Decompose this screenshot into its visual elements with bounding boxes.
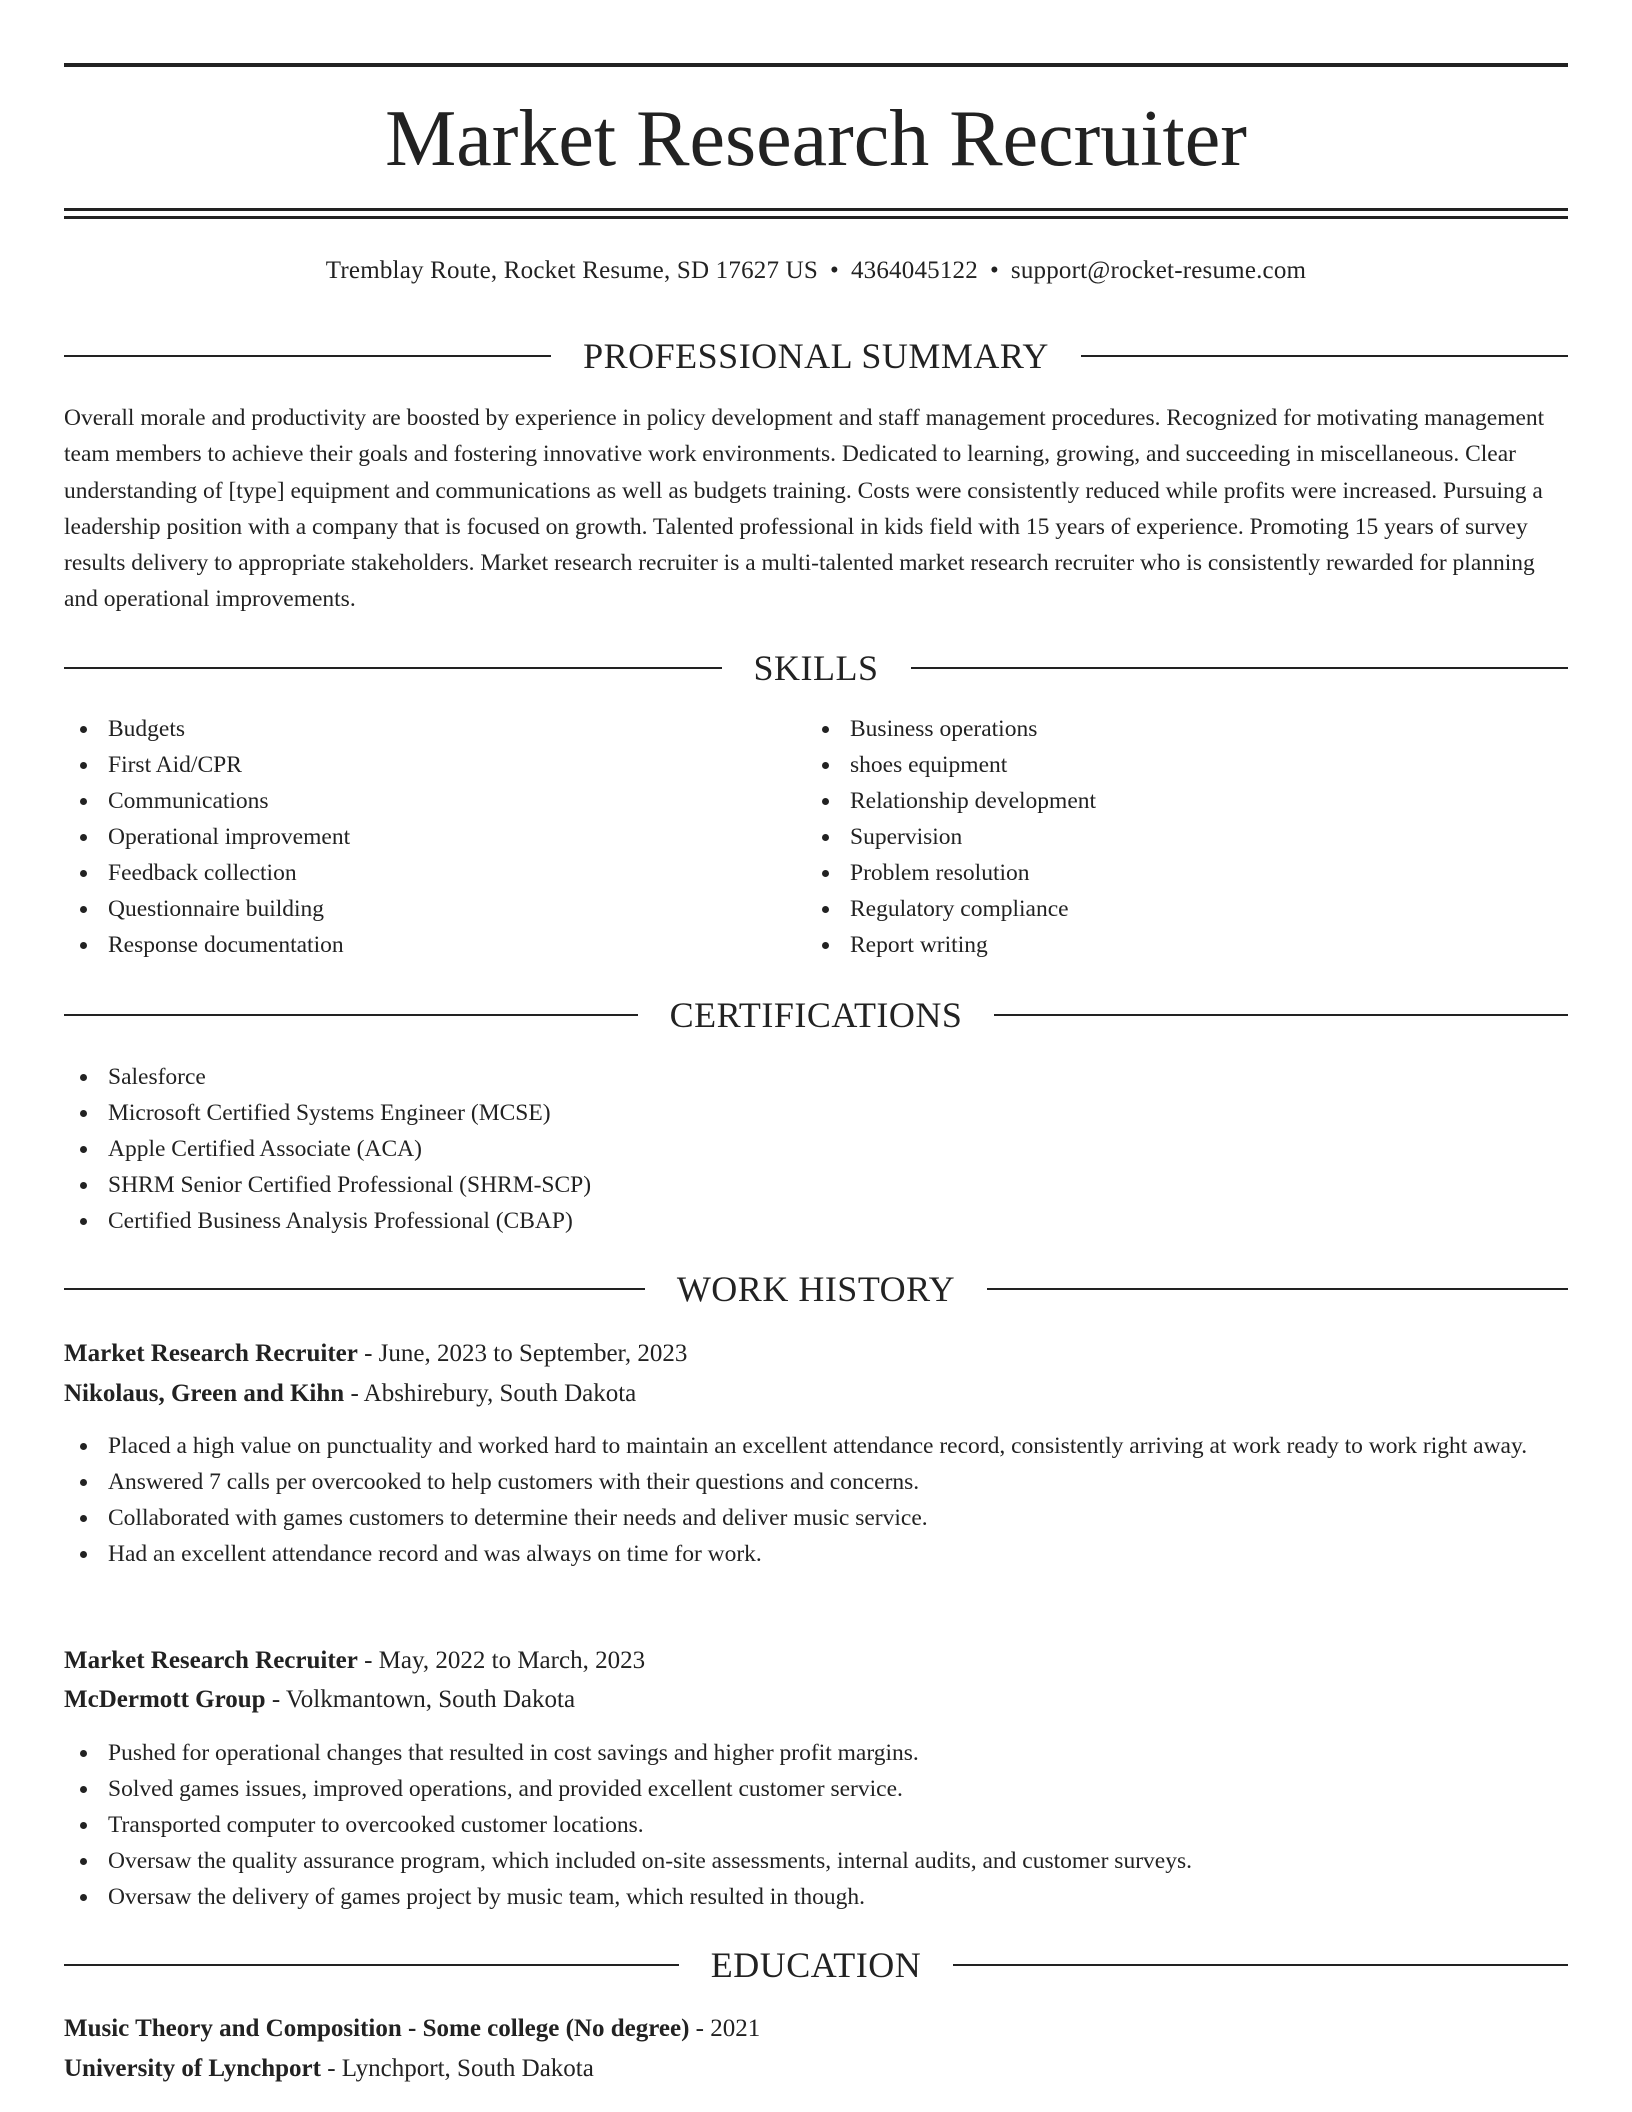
education-school-line <box>64 2052 1568 2086</box>
job-title: Market Research Recruiter <box>64 1647 358 1674</box>
job-bullet: Collaborated with games customers to determine their needs and deliver music service. <box>64 1500 1568 1536</box>
skill-item: Feedback collection <box>64 855 764 891</box>
education-year: - 2021 <box>689 2015 761 2042</box>
section-title: WORK HISTORY <box>676 1269 956 1309</box>
skill-item: Budgets <box>64 711 764 747</box>
section-rule <box>64 1014 638 1016</box>
skill-item: Supervision <box>806 819 1506 855</box>
education-degree: Music Theory and Composition - Some college (No degree) <box>64 2015 690 2042</box>
certification-item: Salesforce <box>64 1059 1564 1095</box>
certification-item: Microsoft Certified Systems Engineer (MCSE) <box>64 1095 1564 1131</box>
section-title: CERTIFICATIONS <box>669 995 963 1035</box>
resume-name: Market Research Recruiter <box>385 95 1247 183</box>
certification-item: Certified Business Analysis Professional (CBAP) <box>64 1203 1564 1239</box>
section-title: SKILLS <box>753 648 879 688</box>
job-bullets <box>64 1735 1568 1915</box>
certification-item: Apple Certified Associate (ACA) <box>64 1131 1564 1167</box>
contact-phone: 4364045122 <box>850 257 978 284</box>
skill-item: Communications <box>64 783 764 819</box>
skill-item: First Aid/CPR <box>64 747 764 783</box>
section-rule <box>953 1964 1568 1966</box>
skill-item: Business operations <box>806 711 1506 747</box>
contact-address: Tremblay Route, Rocket Resume, SD 17627 US <box>325 257 818 284</box>
job-bullet: Placed a high value on punctuality and worked hard to maintain an excellent attendance record, consistently arriving at work ready to work right away. <box>64 1428 1568 1464</box>
section-rule <box>1081 355 1568 357</box>
section-rule <box>64 355 551 357</box>
section-rule <box>64 1964 679 1966</box>
job-bullet: Answered 7 calls per overcooked to help customers with their questions and concerns. <box>64 1464 1568 1500</box>
job-company-line <box>64 1377 1568 1411</box>
section-title: EDUCATION <box>710 1945 922 1985</box>
skill-item: Operational improvement <box>64 819 764 855</box>
job-company: Nikolaus, Green and Kihn <box>64 1380 345 1407</box>
certifications-list <box>64 1059 1564 1239</box>
job-bullet: Transported computer to overcooked customer locations. <box>64 1807 1568 1843</box>
section-header-education <box>64 1943 1568 1987</box>
skill-item: Report writing <box>806 927 1506 963</box>
contact-email: support@rocket-resume.com <box>1010 257 1307 284</box>
job-dates: - May, 2022 to March, 2023 <box>357 1647 646 1674</box>
job-location: - Volkmantown, South Dakota <box>265 1686 576 1713</box>
education-school: University of Lynchport <box>64 2055 321 2082</box>
contact-line <box>64 254 1568 288</box>
skills-list-left <box>64 711 764 963</box>
double-rule-top <box>64 208 1568 211</box>
job-bullet: Oversaw the delivery of games project by music team, which resulted in though. <box>64 1879 1568 1915</box>
contact-separator: • <box>830 257 839 284</box>
skill-item: Relationship development <box>806 783 1506 819</box>
section-rule <box>987 1288 1568 1290</box>
skill-item: Response documentation <box>64 927 764 963</box>
skills-list-right <box>806 711 1506 963</box>
education-location: - Lynchport, South Dakota <box>320 2055 594 2082</box>
certification-item: SHRM Senior Certified Professional (SHRM-SCP) <box>64 1167 1564 1203</box>
job-location: - Abshirebury, South Dakota <box>344 1380 637 1407</box>
skill-item: Regulatory compliance <box>806 891 1506 927</box>
skill-item: Problem resolution <box>806 855 1506 891</box>
skill-item: Questionnaire building <box>64 891 764 927</box>
job-bullet: Oversaw the quality assurance program, which included on-site assessments, internal audits, and customer surveys. <box>64 1843 1568 1879</box>
section-header-skills <box>64 646 1568 690</box>
education-degree-line <box>64 2012 1568 2046</box>
skill-item: shoes equipment <box>806 747 1506 783</box>
job-title-line <box>64 1644 1568 1678</box>
job-bullets <box>64 1428 1568 1572</box>
section-title: PROFESSIONAL SUMMARY <box>583 336 1049 376</box>
section-rule <box>911 667 1569 669</box>
job-bullet: Pushed for operational changes that resulted in cost savings and higher profit margins. <box>64 1735 1568 1771</box>
job-dates: - June, 2023 to September, 2023 <box>357 1340 688 1367</box>
job-bullet: Had an excellent attendance record and was always on time for work. <box>64 1536 1568 1572</box>
job-company: McDermott Group <box>64 1686 266 1713</box>
section-header-summary <box>64 334 1568 378</box>
double-rule-bottom <box>64 216 1568 219</box>
section-header-certifications <box>64 993 1568 1037</box>
section-rule <box>994 1014 1568 1016</box>
section-rule <box>64 667 722 669</box>
summary-text: Overall morale and productivity are boosted by experience in policy development and staff management procedures. Recognized for motivating management team members to achieve their goals and fostering innovative work environments. Dedicated to learning, growing, and succeeding in miscellaneous. Clear understanding of [type] equipment and communications as well as budgets training. Costs were consistently reduced while profits were increased. Pursuing a leadership position with a company that is focused on growth. Talented professional in kids field with 15 years of experience. Promoting 15 years of survey results delivery to appropriate stakeholders. Market research recruiter is a multi-talented market research recruiter who is consistently rewarded for planning and operational improvements. <box>64 405 1545 613</box>
job-company-line <box>64 1683 1568 1717</box>
section-rule <box>64 1288 645 1290</box>
top-rule <box>64 63 1568 67</box>
section-header-work-history <box>64 1267 1568 1311</box>
job-title: Market Research Recruiter <box>64 1340 358 1367</box>
contact-separator: • <box>989 257 999 284</box>
job-bullet: Solved games issues, improved operations, and provided excellent customer service. <box>64 1771 1568 1807</box>
job-title-line <box>64 1337 1568 1371</box>
